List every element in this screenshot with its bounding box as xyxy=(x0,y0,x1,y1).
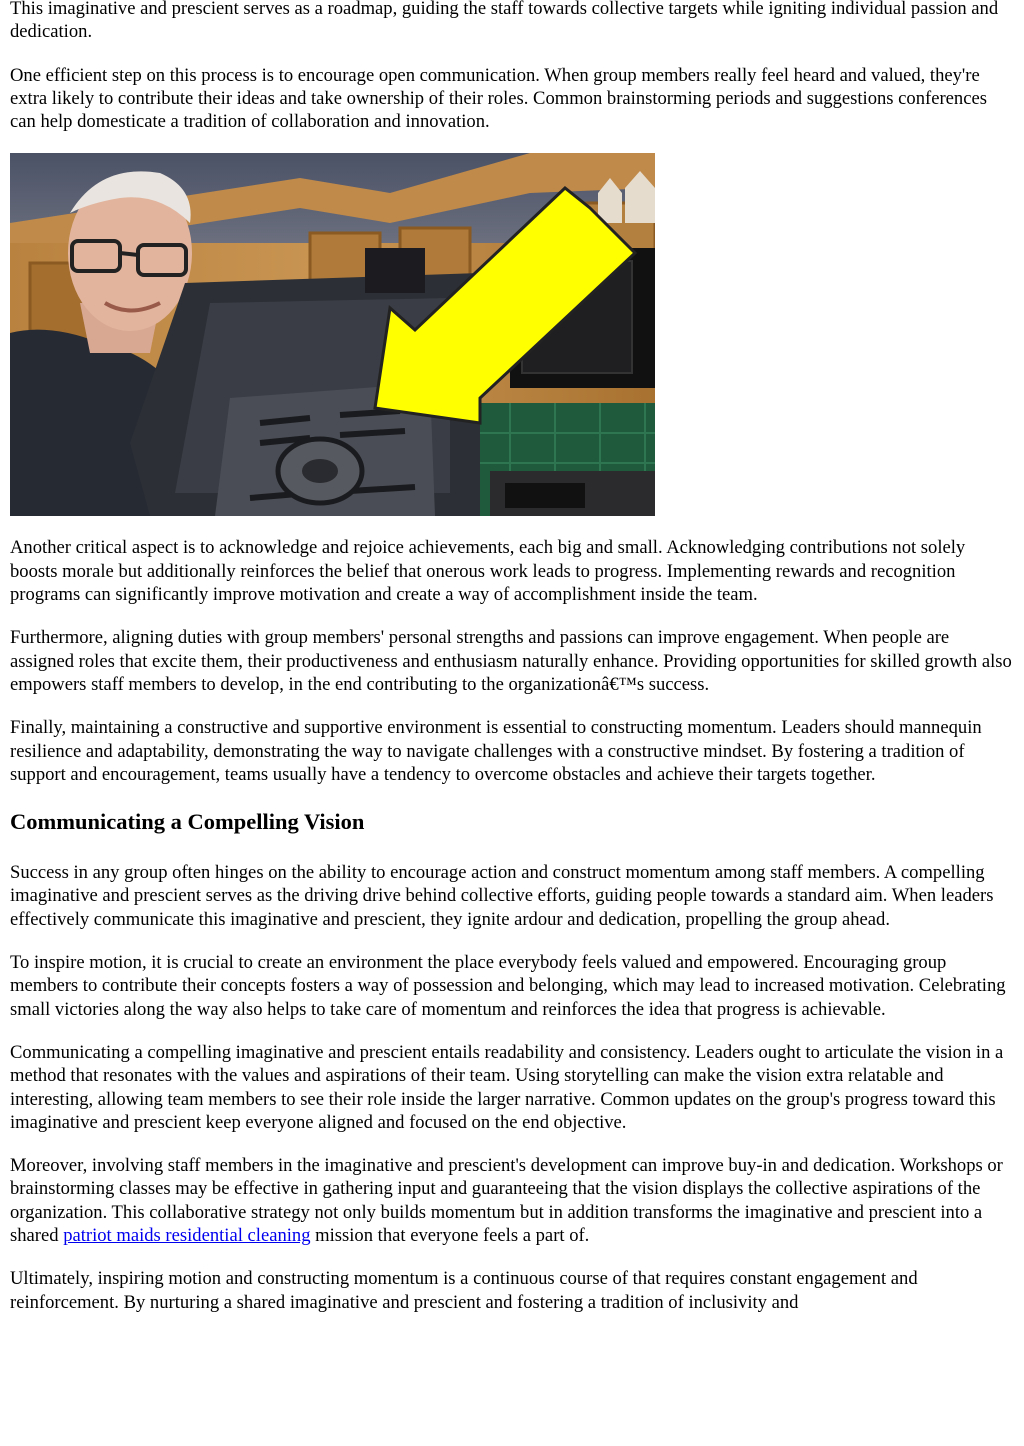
paragraph: To inspire motion, it is crucial to create an environment the place everybody feels valued and empowered. Encouraging group members to contribute their concepts fosters a way of possession and belonging, which may lead to increased motivation. Celebrating small victories along the way also helps to take care of momentum and reinforces the idea that progress is achievable. xyxy=(10,952,1006,1020)
paragraph: Communicating a compelling imaginative and prescient entails readability and consistency. Leaders ought to articulate the vision in a method that resonates with the values and aspirations of their team. Using storytelling can make the vision extra relatable and interesting, allowing team members to see their role inside the larger narrative. Common updates on the group's progress toward this imaginative and prescient keep everyone aligned and focused on the end objective. xyxy=(10,1041,1004,1133)
paragraph: Another critical aspect is to acknowledge and rejoice achievements, each big and small. Acknowledging contributions not solely boosts morale but additionally reinforces the belief that onerous work leads to progress. Implementing rewards and recognition programs can significantly improve motivation and create a way of accomplishment inside the team. xyxy=(10,537,966,606)
article-photo xyxy=(10,153,655,516)
inline-link[interactable]: patriot maids residential cleaning xyxy=(63,1225,311,1247)
paragraph: Success in any group often hinges on the ability to encourage action and construct momentum among staff members. A compelling imaginative and prescient serves as the driving drive behind collective efforts, guiding people towards a standard aim. When leaders effectively communicate this imaginative and prescient, they ignite ardour and dedication, propelling the group ahead. xyxy=(10,862,994,930)
paragraph-with-link xyxy=(10,1154,1014,1247)
paragraph-text: mission that everyone feels a part of. xyxy=(310,1225,590,1247)
paragraph: Furthermore, aligning duties with group members' personal strengths and passions can improve engagement. When people are assigned roles that excite them, their productiveness and enthusiasm naturally enhance. Providing opportunities for skilled growth also empowers staff members to develop, in the end contributing to the organizationâ€™s success. xyxy=(10,627,1012,695)
section-heading: Communicating a Compelling Vision xyxy=(10,809,365,835)
paragraph: Ultimately, inspiring motion and constructing momentum is a continuous course of that requires constant engagement and reinforcement. By nurturing a shared imaginative and prescient and fostering a tradition of inclusivity and xyxy=(10,1268,918,1313)
paragraph: One efficient step on this process is to encourage open communication. When group members really feel heard and valued, they're extra likely to contribute their ideas and take ownership of their roles. Common brainstorming periods and suggestions conferences can help domesticate a tradition of collaboration and innovation. xyxy=(10,64,987,133)
paragraph-text: Moreover, involving staff members in the imaginative and prescient's development can improve buy-in and dedication. Workshops or brainstorming classes may be effective in gathering input and guaranteeing that the vision displays the collective aspirations of the organization. This collaborative strategy not only builds momentum but in addition transforms the imaginative and prescient into a shared xyxy=(10,1155,1003,1247)
paragraph: This imaginative and prescient serves as a roadmap, guiding the staff towards collective targets while igniting individual passion and dedication. xyxy=(10,0,999,43)
paragraph: Finally, maintaining a constructive and supportive environment is essential to constructing momentum. Leaders should mannequin resilience and adaptability, demonstrating the way to navigate challenges with a constructive mindset. By fostering a tradition of support and encouragement, teams usually have a tendency to overcome obstacles and achieve their targets together. xyxy=(10,717,982,785)
